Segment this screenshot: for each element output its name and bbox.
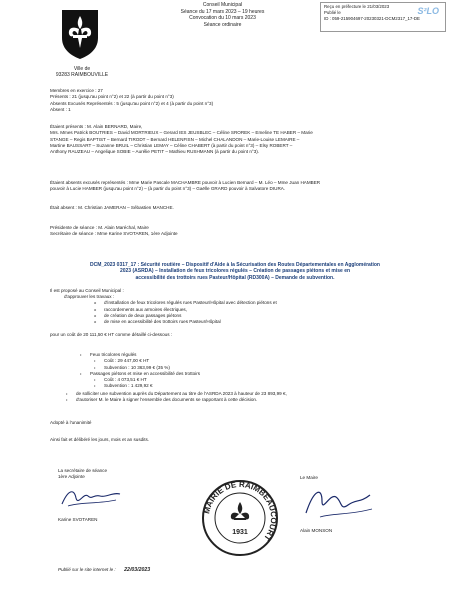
certification: [50, 437, 420, 443]
city-coat-of-arms-icon: [60, 8, 100, 60]
works-item-continued: o raccordements aux armoires électriques,: [94, 307, 420, 313]
attendance-line: Absents Excusés Représentés : 5 (jusqu'au point n°2) et 4 (à partir du point n°3): [50, 100, 214, 106]
cost-detail: • Coût : 29 447,00 € HT: [94, 358, 420, 364]
stamp-published: Publié le: [324, 9, 341, 15]
city-name-block: [52, 66, 112, 79]
approve-label: d'approuver les travaux :: [64, 294, 115, 300]
works-item: o d'installation de feux tricolores régulés rues Pasteur/Hôpital avec détection piétons et: [94, 300, 420, 306]
cost-category: • Passages piétons et mise en accessibilité des trottoirs: [80, 371, 420, 377]
cost-category: • Feux tricolores régulés: [80, 352, 420, 358]
city-label: Ville de: [73, 66, 91, 72]
absent-members: [50, 205, 420, 211]
header-line: Séance du 17 mars 2023 – 19 heures: [180, 8, 265, 15]
president-line: Présidente de séance : M. Alain Maréchal, Maire: [50, 225, 149, 230]
attendance-line: Présents : 21 (jusqu'au point n°2) et 22 (à partir du point n°3): [50, 94, 174, 100]
secretary-signature-block: [58, 468, 178, 524]
s2lo-logo: S²LO: [417, 6, 439, 16]
publish-label: Publié sur le site internet le :: [58, 567, 116, 572]
present-line: STANGE – Regis BAPTIST – Bernard TIRODT – Bernard HELENFISN – Michel CHALANDON – Marie-Louise LEMAIRE –: [50, 136, 300, 142]
publication-line: [58, 558, 258, 576]
svg-text:1931: 1931: [232, 529, 248, 536]
header-line: Conseil Municipal: [202, 2, 243, 8]
secretary-line: Secrétaire de séance : Mme Karine SVOTAREN, 1ère Adjointe: [50, 231, 178, 237]
excused-line: pouvoir à Lucie HAMBER (jusqu'au point n°2) – (à partir du point n°3) – Gaëlle GRARD pouvoir à Salvatore DIURA.: [50, 186, 286, 192]
attendance-line: Absent : 1: [50, 106, 71, 112]
works-item: o de mise en accessibilité des trottoirs rues Pasteur/Hôpital: [94, 319, 420, 325]
subject-line: 2023 (ASRDA) – Installation de feux tricolores régulés – Création de passages piétons et mise en: [119, 268, 351, 275]
sign-left-title: La secrétaire de séance: [58, 468, 108, 473]
closing-item: • de solliciter une subvention auprès du Département au titre de l'ASRDA 2023 à hauteur de 23 893,99 €,: [66, 391, 420, 397]
present-members: [50, 124, 420, 155]
sign-right-title: Le Maire: [300, 475, 318, 480]
city-address: 93283 RAIMBOUVILLE: [55, 72, 109, 79]
session-header: [130, 2, 315, 28]
cost-detail: • Subvention : 1 429,92 €: [94, 383, 420, 389]
mayor-signature-icon: [300, 483, 380, 523]
certified-line: Ainsi fait et délibéré les jours, mois et an susdits.: [50, 437, 150, 442]
cost-line: pour un coût de 20 111,50 € HT comme détaillé ci-dessous :: [50, 331, 173, 337]
proposal-intro: Il est proposé au Conseil Municipal :: [50, 288, 124, 293]
svg-text:MAIRIE DE RAIMBEAUCOURT: MAIRIE DE RAIMBEAUCOURT: [202, 479, 279, 543]
attendance-summary: [50, 88, 420, 113]
excused-members: [50, 180, 420, 193]
town-hall-seal-icon: [200, 478, 280, 558]
session-officers: [50, 225, 420, 238]
secretary-signature-icon: [58, 484, 128, 512]
cost-detail: • Subvention : 10 363,99 € (35 %): [94, 365, 420, 371]
publish-date: 22/03/2023: [124, 567, 151, 573]
closing-item: • d'autoriser M. le Maire à signer l'ensemble des documents se rapportant à cette décision.: [66, 397, 420, 403]
present-line: Mrs. Mmes Patrick BOUTRIES – David MORTRIEUX – Gerard IES JEUSBLEC – Céline SROREK – Emeline TE HABER – Marie: [50, 130, 313, 136]
present-line: Martine BAUSSART – Suzanne BRUIL – Christian LEMAY – Céline CHABERT (à partir du point n°3) – Elsy ROBERT –: [50, 142, 293, 148]
present-line: Anthony RAUZEAU – Angelique SOBIE – Aurélie PETIT – Mathieu RUSHMANN (à partir du point n°3).: [50, 149, 260, 155]
works-list: [50, 300, 420, 325]
present-line: Étaient présents : M. Alain BERNARD, Maire,: [50, 124, 143, 129]
stamp-received: Reçu en préfecture le 21/03/2023: [324, 4, 390, 9]
prefecture-receipt-stamp: [320, 2, 446, 32]
absent-line: Était absent : M. Christian JAMERAN – Sébastien MANCHE.: [50, 205, 174, 210]
header-line: Convocation du 10 mars 2023: [189, 15, 256, 21]
cost-detail: • Coût : 4 073,51 € HT: [94, 377, 420, 383]
deliberation-subject: [50, 262, 420, 281]
works-item: o de création de deux passages piétons: [94, 313, 420, 319]
mayor-signature-block: [300, 475, 420, 534]
subject-line: accessibilité des trottoirs rues Pasteur/Hôpital (RD300A) – Demande de subvention.: [135, 274, 335, 281]
header-line: Séance ordinaire: [203, 21, 242, 28]
cost-breakdown: [50, 352, 420, 403]
sign-left-name: Karine SVOTAREN: [58, 517, 98, 523]
subject-line: DCM_2023 0317_17 : Sécurité routière – Dispositif d'Aide à la Sécurisation des Routes Départementales en Agglomération: [90, 262, 380, 268]
attendance-line: Membres en exercice : 27: [50, 88, 103, 93]
adopted-line: Adopté à l'unanimité: [50, 420, 92, 425]
stamp-id: ID : 059-215904697-20230321-DCM2317_17-DE: [324, 15, 420, 21]
vote-result: [50, 420, 420, 426]
sign-right-name: Alain MONSON: [300, 528, 333, 534]
proposal-section: [50, 288, 420, 338]
excused-line: Étaient absents excusés représentés : Mme Marie Pascale MACHAMBRE pouvoir à Lucien Bernard – M. Léo – Mme Juan HAMBER: [50, 180, 321, 185]
sign-left-role: 1ère Adjointe: [58, 474, 85, 480]
